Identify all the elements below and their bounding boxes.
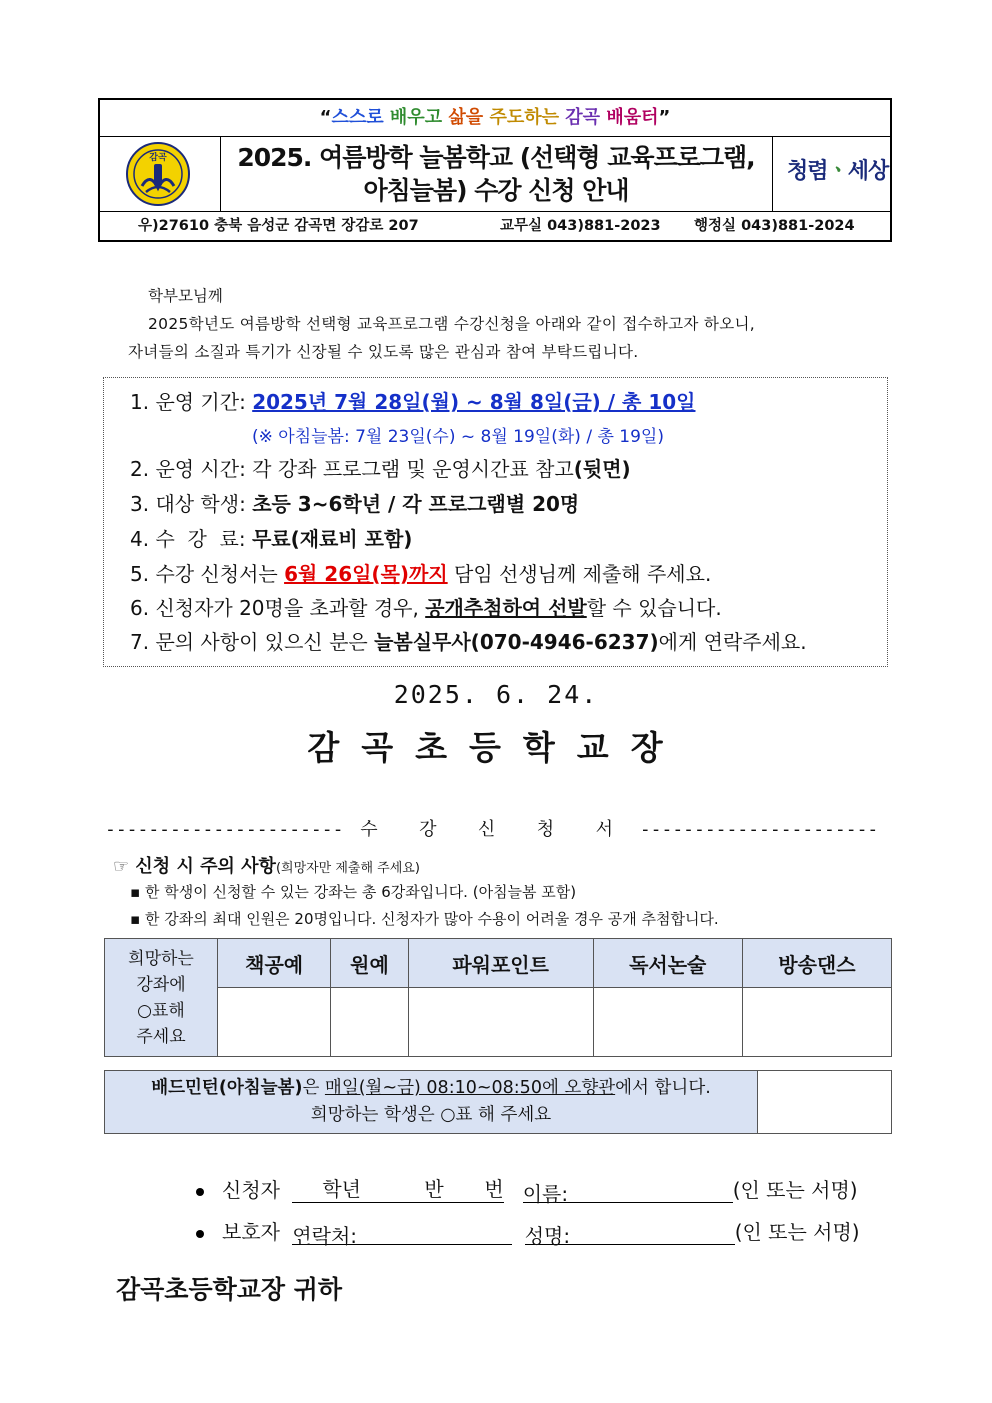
info-deadline-post: 담임 선생님께 제출해 주세요. [447,562,712,586]
addressee: 감곡초등학교장 귀하 [116,1275,343,1304]
notice-text-1: 한 학생이 신청할 수 있는 강좌는 총 6강좌입니다. (아침늘봄 포함) [144,883,577,901]
integrity-logo [787,154,888,185]
slogan-quote-close: ” [658,107,671,128]
badminton-line-2: 희망하는 학생은 ○표 해 주세요 [310,1105,552,1125]
name-label: 이름: [522,1182,569,1206]
info-fee [130,525,412,553]
course-selection-table [104,938,892,1057]
badminton-title: 배드민턴(아침늘봄) [151,1078,303,1098]
program-info-box [103,377,888,667]
info-lottery-post: 할 수 있습니다. [586,596,722,620]
course-check-gardening[interactable] [331,988,408,1057]
slogan-quote-open: “ [319,107,332,128]
title-line-1: 2025. 여름방학 늘봄학교 (선택형 교육프로그램, [237,143,755,172]
badminton-table [104,1070,892,1134]
course-header-dance: 방송댄스 [742,939,891,988]
notice-item-2 [130,908,719,929]
instruction-line-1: 희망하는 [128,948,194,969]
slogan-word-6: 배움터 [606,107,659,128]
instruction-line-4: 주세요 [136,1026,186,1047]
applicant-name-field[interactable] [522,1178,733,1206]
address: 우)27610 충북 음성군 감곡면 장감로 207 [138,218,419,234]
seal-text: 감곡 [149,153,167,163]
course-check-bookcraft[interactable] [218,988,331,1057]
guardian-contact-field[interactable] [292,1220,512,1248]
form-title: 수 강 신 청 서 [360,819,623,840]
info-target [130,490,579,518]
info-period-value: 2025년 7월 28일(월) ~ 8월 8일(금) / 총 10일 [252,390,696,414]
info-target-value: 초등 3~6학년 / 각 프로그램별 20명 [252,492,580,516]
applicant-label: 신청자 [222,1178,280,1202]
course-header-gardening: 원예 [331,939,408,988]
info-lottery [130,594,722,622]
contact-row [100,211,890,242]
greeting-line-1: 2025학년도 여름방학 선택형 교육프로그램 수강신청을 아래와 같이 접수하고자 하오니, [148,315,755,333]
badminton-info [105,1071,758,1134]
info-hours [130,455,631,483]
info-period [130,388,695,416]
bullet-icon [196,1188,204,1196]
info-contact [130,628,807,656]
salutation: 학부모님께 [148,287,223,305]
instruction-line-3: ○표해 [137,1000,185,1021]
guardian-label: 보호자 [222,1220,280,1244]
info-hours-label: 2. 운영 시간: 각 강좌 프로그램 및 운영시간표 참고 [130,457,574,481]
slogan-word-1: 스스로 [331,107,384,128]
grade-label: 학년 [322,1177,361,1201]
info-fee-value: 무료(재료비 포함) [251,527,413,551]
info-contact-pre: 7. 문의 사항이 있으신 분은 [130,630,375,654]
number-label: 번 [484,1177,504,1201]
title-line-2: 아침늘봄) 수강 신청 안내 [363,176,629,205]
info-target-label: 3. 대상 학생: [130,492,253,516]
principal-signature: 감곡초등학교장 [307,728,685,767]
title-row [100,136,890,212]
info-deadline [130,560,711,588]
issue-date: 2025. 6. 24. [393,680,599,709]
guardian-row [196,1216,860,1248]
applicant-row [196,1174,858,1206]
slogan-word-3: 삶을 [448,107,484,128]
info-lottery-pre: 6. 신청자가 20명을 초과할 경우, [130,596,426,620]
course-header-powerpoint: 파워포인트 [408,939,593,988]
bullet-icon [196,1230,204,1238]
info-contact-bold: 늘봄실무사(070-4946-6237) [374,630,659,654]
course-header-bookcraft: 책공예 [218,939,331,988]
school-seal-icon [126,142,190,206]
course-check-dance[interactable] [742,988,891,1057]
brand-left: 청렴 [787,158,828,184]
notice-item-1 [130,881,576,902]
info-lottery-bold: 공개추첨하여 선발 [425,596,587,620]
info-fee-label: 4. 수 강 료: [130,527,252,551]
dash-left: ---------------------- [105,819,344,840]
square-bullet-icon: ▪ [130,883,141,901]
info-contact-post: 에게 연락주세요. [658,630,807,654]
brand-cell [772,136,891,211]
notice-heading [113,852,420,878]
grade-class-number-field[interactable] [292,1178,504,1203]
selection-instruction [105,939,218,1057]
greeting-line-2: 자녀들의 소질과 특기가 신장될 수 있도록 많은 관심과 참여 부탁드립니다. [128,343,639,361]
brand-mid: ㆍ [827,158,848,184]
info-deadline-pre: 5. 수강 신청서는 [130,562,285,586]
info-morning-period: (※ 아침늘봄: 7월 23일(수) ~ 8월 19일(화) / 총 19일) [252,427,664,447]
info-hours-note: (뒷면) [573,457,631,481]
badminton-text-1: 은 [302,1078,325,1098]
letterhead [98,98,892,242]
document-title [220,136,772,211]
notice-title: 신청 시 주의 사항 [135,856,276,877]
info-period-label: 1. 운영 기간: [130,390,253,414]
badminton-line-1 [106,1075,756,1102]
badminton-text-2: 에서 합니다. [615,1078,711,1098]
square-bullet-icon: ▪ [130,910,141,928]
office-phone: 교무실 043)881-2023 [500,218,661,234]
course-check-powerpoint[interactable] [408,988,593,1057]
guardian-name-field[interactable] [524,1220,735,1248]
pointing-hand-icon: ☞ [113,856,130,877]
guardian-name-label: 성명: [524,1224,571,1248]
class-label: 반 [424,1177,444,1201]
slogan-word-2: 배우고 [389,107,443,128]
badminton-check[interactable] [758,1071,892,1134]
admin-phone: 행정실 043)881-2024 [694,218,855,234]
slogan [100,100,890,137]
dash-right: ---------------------- [639,819,879,840]
course-check-reading-essay[interactable] [593,988,742,1057]
slogan-word-4: 주도하는 [489,107,559,128]
info-deadline-date: 6월 26일(목)까지 [284,562,448,586]
notice-text-2: 한 강좌의 최대 인원은 20명입니다. 신청자가 많아 수용이 어려울 경우 공개 추첨합니다. [144,910,719,928]
notice-subtitle: (희망자만 제출해 주세요) [275,861,420,876]
applicant-sign-note: (인 또는 서명) [732,1178,858,1202]
badminton-schedule: 매일(월~금) 08:10~08:50에 오향관 [324,1078,616,1098]
slogan-word-5: 감곡 [565,107,601,128]
form-separator [105,815,890,841]
guardian-sign-note: (인 또는 서명) [734,1220,860,1244]
course-header-reading-essay: 독서논술 [593,939,742,988]
contact-label: 연락처: [292,1224,358,1248]
instruction-line-2: 강좌에 [136,974,186,995]
logo-cell [100,136,221,211]
brand-right: 세상 [847,158,889,184]
